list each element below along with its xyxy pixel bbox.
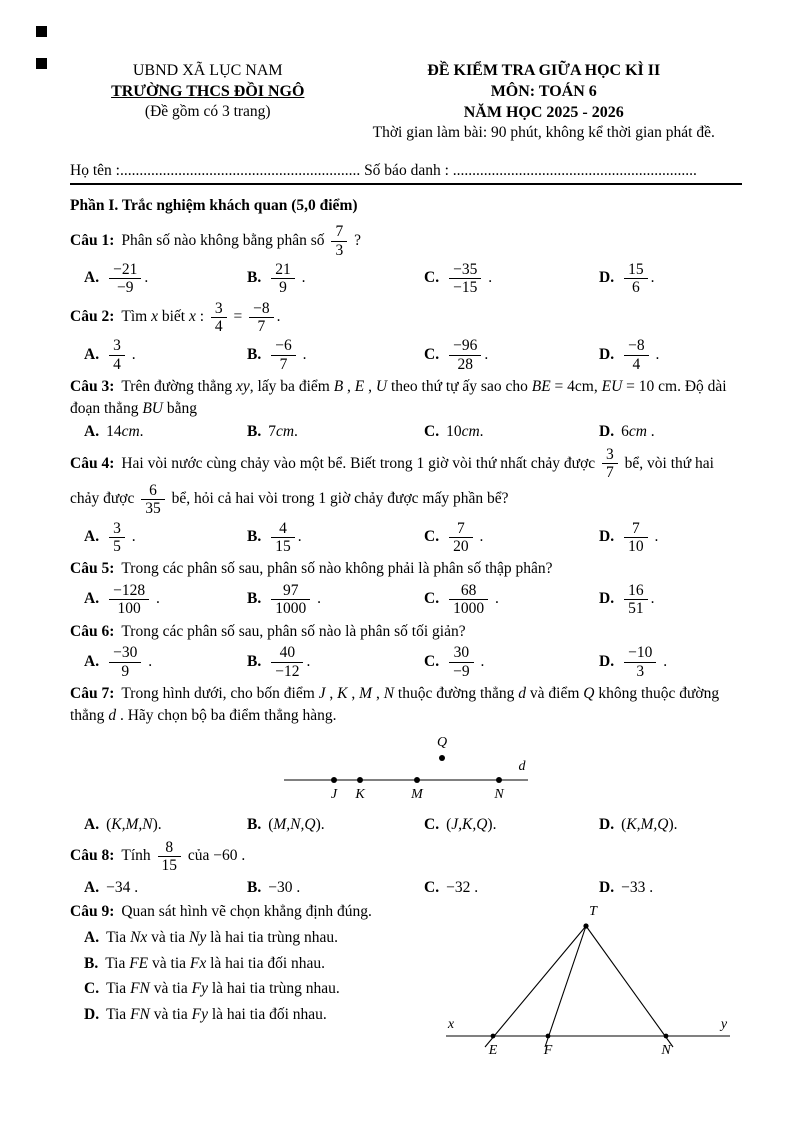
option-b xyxy=(247,582,424,618)
outside-point-label: Q xyxy=(436,735,448,751)
option-label: C. xyxy=(424,878,440,896)
option-text: (M,N,Q). xyxy=(268,816,325,834)
question-4 xyxy=(70,446,742,555)
math-variable: Nx xyxy=(130,928,148,946)
math-variable: BE xyxy=(531,378,551,396)
point-label: M xyxy=(411,787,423,803)
option-label: C. xyxy=(424,269,440,287)
header-right-block xyxy=(346,60,742,144)
option-text: $\frac{7}{10}$ . xyxy=(621,528,658,545)
option-label: B. xyxy=(247,269,262,287)
fraction: $\frac{6}{35}$ xyxy=(141,482,165,518)
option-text: $\frac{-6}{7}$ . xyxy=(268,346,306,363)
math-variable: U xyxy=(375,378,388,396)
fraction: $\frac{-6}{7}$ xyxy=(271,337,296,373)
option-text: (K,M,N). xyxy=(106,816,162,834)
option-label: A. xyxy=(84,345,100,363)
question-body xyxy=(70,683,742,726)
option-a xyxy=(84,814,247,836)
question-label: Câu 2: xyxy=(70,308,115,326)
fraction: $\frac{-8}{7}$ xyxy=(249,300,274,336)
option-label: A. xyxy=(84,527,100,545)
fraction: $\frac{-8}{4}$ xyxy=(624,337,649,373)
line-d-label: d xyxy=(518,759,526,775)
math-variable: Q xyxy=(583,685,595,703)
fraction: $\frac{-128}{100}$ xyxy=(109,582,149,618)
fraction: $\frac{21}{9}$ xyxy=(271,261,295,297)
option-text: (J,K,Q). xyxy=(446,816,497,834)
question-6 xyxy=(70,621,742,680)
fraction: $\frac{30}{-9}$ xyxy=(449,644,474,680)
fraction: $\frac{-21}{-9}$ xyxy=(109,261,141,297)
math-variable: K,M,Q xyxy=(626,816,669,834)
math-variable: B xyxy=(333,378,344,396)
math-variable: K,M,N xyxy=(111,816,153,834)
option-label: A. xyxy=(84,269,100,287)
student-info-line xyxy=(70,160,742,182)
math-variable: FN xyxy=(130,980,150,998)
question-text: Tính $\frac{8}{15}$ của −60 . xyxy=(121,838,246,875)
option-c xyxy=(424,261,599,297)
question-9 xyxy=(70,901,742,1059)
point-label: E xyxy=(488,1043,498,1059)
option-text: $\frac{-10}{3}$ . xyxy=(621,653,667,670)
option-text: Tia FN và tia Fy là hai tia đối nhau. xyxy=(106,1005,327,1023)
option-d xyxy=(599,877,742,899)
math-variable: M,N,Q xyxy=(273,816,316,834)
math-variable: J,K,Q xyxy=(451,816,488,834)
segment-TF xyxy=(545,926,586,1047)
question-text: Trong các phân số sau, phân số nào là phân số tối giản? xyxy=(121,622,466,640)
option-label: C. xyxy=(424,423,440,441)
math-variable: Fx xyxy=(189,954,207,972)
math-variable: x xyxy=(188,308,196,326)
math-variable: N xyxy=(383,685,395,703)
math-variable: xy xyxy=(235,378,250,396)
question-body xyxy=(70,300,742,336)
fraction: $\frac{4}{15}$ xyxy=(271,520,295,556)
divider-rule xyxy=(70,183,742,185)
option-label: A. xyxy=(84,928,100,946)
option-d xyxy=(599,520,742,556)
point-dot xyxy=(491,1034,496,1039)
options-row xyxy=(70,814,742,836)
question-body xyxy=(70,376,742,419)
option-text: $\frac{-96}{28}$ . xyxy=(446,346,488,363)
option-text: $\frac{68}{1000}$ . xyxy=(446,590,499,607)
question-body xyxy=(70,446,742,517)
math-variable: Fy xyxy=(191,1005,208,1023)
option-b xyxy=(247,261,424,297)
options-row xyxy=(70,520,742,556)
fraction: $\frac{15}{6}$ xyxy=(624,261,648,297)
option-text: −34 . xyxy=(106,878,139,896)
math-variable: K xyxy=(337,685,348,703)
option-text: Tia FN và tia Fy là hai tia trùng nhau. xyxy=(106,980,340,998)
option-text: $\frac{3}{4}$ . xyxy=(106,346,136,363)
option-text: 7cm. xyxy=(268,423,298,441)
option-text: $\frac{-21}{-9}$ . xyxy=(106,269,148,286)
option-text: $\frac{21}{9}$ . xyxy=(268,269,305,286)
option-b xyxy=(84,953,454,975)
option-label: C. xyxy=(424,590,440,608)
option-label: B. xyxy=(247,345,262,363)
fraction: $\frac{3}{5}$ xyxy=(109,520,125,556)
option-label: D. xyxy=(599,590,615,608)
option-label: D. xyxy=(599,423,615,441)
subject-title: MÔN: TOÁN 6 xyxy=(490,83,597,101)
corner-mark-top xyxy=(36,26,47,37)
math-variable: x xyxy=(151,308,158,326)
math-variable: BU xyxy=(142,399,163,417)
option-c xyxy=(424,337,599,373)
option-label: C. xyxy=(424,527,440,545)
school-name: TRƯỜNG THCS ĐỒI NGÔ xyxy=(111,83,305,101)
option-text: $\frac{30}{-9}$ . xyxy=(446,653,484,670)
point-label: K xyxy=(355,787,365,803)
option-label: B. xyxy=(247,816,262,834)
option-label: C. xyxy=(424,816,440,834)
options-row xyxy=(70,877,742,899)
rays-figure xyxy=(438,901,738,1061)
option-text: $\frac{3}{5}$ . xyxy=(106,528,136,545)
duration-note: Thời gian làm bài: 90 phút, không kể thời gian phát đề. xyxy=(372,124,715,142)
options-stack xyxy=(70,927,454,1026)
point-dot xyxy=(496,777,502,783)
option-text: $\frac{7}{20}$ . xyxy=(446,528,483,545)
question-text: Hai vòi nước cùng chảy vào một bể. Biết trong 1 giờ vòi thứ nhất chảy được $\frac{3}{7}$ bể, vòi thứ hai chảy được $\frac{6}{35}$ bể, hỏi cả hai vòi trong 1 giờ chảy được mấy phần bể? xyxy=(70,446,714,518)
option-text: −32 . xyxy=(446,878,479,896)
option-b xyxy=(247,877,424,899)
option-label: C. xyxy=(424,652,440,670)
option-label: B. xyxy=(247,423,262,441)
option-c xyxy=(84,978,454,1000)
page-count-note: (Đề gồm có 3 trang) xyxy=(144,103,271,121)
option-a xyxy=(84,337,247,373)
option-text: $\frac{40}{-12}$ . xyxy=(268,653,310,670)
option-c xyxy=(424,814,599,836)
fraction: $\frac{7}{3}$ xyxy=(331,223,347,259)
question-1 xyxy=(70,223,742,296)
math-variable: FN xyxy=(130,1005,150,1023)
option-b xyxy=(247,814,424,836)
question-7 xyxy=(70,683,742,836)
question-body xyxy=(70,621,742,643)
math-variable: Fy xyxy=(191,980,208,998)
question-text: Trong các phân số sau, phân số nào không phải là phân số thập phân? xyxy=(121,560,553,578)
option-b xyxy=(247,644,424,680)
option-d xyxy=(599,582,742,618)
math-variable: M xyxy=(359,685,373,703)
fraction: $\frac{3}{4}$ xyxy=(109,337,125,373)
option-text: $\frac{-8}{4}$ . xyxy=(621,346,659,363)
apex-label: T xyxy=(589,904,597,920)
point-label: N xyxy=(661,1043,671,1059)
question-3 xyxy=(70,376,742,443)
option-b xyxy=(247,337,424,373)
question-text: Phân số nào không bằng phân số $\frac{7}{3}$ ? xyxy=(121,223,361,259)
fraction: $\frac{97}{1000}$ xyxy=(271,582,310,618)
option-text: $\frac{97}{1000}$ . xyxy=(268,590,321,607)
fraction: $\frac{3}{4}$ xyxy=(211,300,227,336)
question-label: Câu 5: xyxy=(70,560,115,578)
fraction: $\frac{7}{10}$ xyxy=(624,520,648,556)
math-variable: d xyxy=(108,706,117,724)
corner-mark-bottom xyxy=(36,58,47,69)
school-year: NĂM HỌC 2025 - 2026 xyxy=(463,104,624,122)
option-label: D. xyxy=(84,1005,100,1023)
sbd-blank-dots: ............................................................... xyxy=(452,161,697,179)
segment-TN xyxy=(586,926,673,1047)
math-variable: d xyxy=(518,685,527,703)
fraction: $\frac{-30}{9}$ xyxy=(109,644,141,680)
question-8 xyxy=(70,839,742,898)
question-label: Câu 9: xyxy=(70,903,115,921)
part1-title: Phần I. Trắc nghiệm khách quan (5,0 điểm) xyxy=(70,197,358,215)
option-text: Tia Nx và tia Ny là hai tia trùng nhau. xyxy=(106,928,338,946)
option-text: 10cm. xyxy=(446,423,484,441)
option-text: −30 . xyxy=(268,878,301,896)
name-label: Họ tên : xyxy=(70,161,120,179)
option-a xyxy=(84,520,247,556)
issuer-name: UBND XÃ LỤC NAM xyxy=(132,62,283,79)
point-dot xyxy=(414,777,420,783)
question-label: Câu 1: xyxy=(70,231,115,249)
option-text: 14cm. xyxy=(106,423,144,441)
option-label: A. xyxy=(84,590,100,608)
outside-point-dot xyxy=(439,755,445,761)
option-label: A. xyxy=(84,878,100,896)
axis-left-label: x xyxy=(447,1017,455,1033)
question-label: Câu 7: xyxy=(70,685,115,703)
option-c xyxy=(424,582,599,618)
option-b xyxy=(247,421,424,443)
fraction: $\frac{-96}{28}$ xyxy=(449,337,481,373)
fraction: $\frac{-35}{-15}$ xyxy=(449,261,481,297)
name-blank-dots: .............................................................. xyxy=(119,161,361,179)
math-variable: Ny xyxy=(189,928,207,946)
option-d xyxy=(599,261,742,297)
option-text: $\frac{-128}{100}$ . xyxy=(106,590,160,607)
option-a xyxy=(84,261,247,297)
question-text: Quan sát hình vẽ chọn khẳng định đúng. xyxy=(121,903,372,921)
fraction: $\frac{-10}{3}$ xyxy=(624,644,656,680)
fraction: $\frac{8}{15}$ xyxy=(158,839,182,875)
option-text: $\frac{-35}{-15}$ . xyxy=(446,269,492,286)
option-label: A. xyxy=(84,652,100,670)
math-variable: E xyxy=(354,378,365,396)
options-row xyxy=(70,421,742,443)
question-body xyxy=(70,839,742,875)
figure-collinear-points xyxy=(70,732,742,813)
question-text: Trong hình dưới, cho bốn điểm J , K , M , N thuộc đường thẳng d và điểm Q không thuộc đường thẳng d . Hãy chọn bộ ba điểm thẳng hàng. xyxy=(70,685,720,724)
question-5 xyxy=(70,558,742,617)
math-variable: FE xyxy=(129,954,149,972)
option-label: A. xyxy=(84,423,100,441)
math-variable: cm xyxy=(121,423,140,441)
option-c xyxy=(424,644,599,680)
option-text: $\frac{16}{51}$ . xyxy=(621,590,654,607)
option-a xyxy=(84,877,247,899)
option-text: $\frac{15}{6}$ . xyxy=(621,269,654,286)
point-label: J xyxy=(330,787,338,803)
question-label: Câu 6: xyxy=(70,622,115,640)
fraction: $\frac{68}{1000}$ xyxy=(449,582,488,618)
option-text: Tia FE và tia Fx là hai tia đối nhau. xyxy=(105,954,326,972)
question-2 xyxy=(70,300,742,373)
exam-title: ĐỀ KIỂM TRA GIỮA HỌC KÌ II xyxy=(427,62,661,79)
option-text: (K,M,Q). xyxy=(621,816,678,834)
option-label: B. xyxy=(247,878,262,896)
options-row xyxy=(70,261,742,297)
option-label: B. xyxy=(247,652,262,670)
question-label: Câu 3: xyxy=(70,378,115,396)
options-row xyxy=(70,644,742,680)
question-body xyxy=(70,558,742,580)
math-variable: cm xyxy=(461,423,480,441)
option-label: A. xyxy=(84,816,100,834)
point-label: N xyxy=(494,787,504,803)
option-text: $\frac{-30}{9}$ . xyxy=(106,653,152,670)
option-text: 6cm . xyxy=(621,423,655,441)
option-a xyxy=(84,927,454,949)
option-d xyxy=(599,421,742,443)
fraction: $\frac{7}{20}$ xyxy=(449,520,473,556)
option-label: D. xyxy=(599,652,615,670)
question-text: Trên đường thẳng xy, lấy ba điểm B , E , U theo thứ tự ấy sao cho BE = 4cm, EU = 10 cm. Độ dài đoạn thẳng BU bằng xyxy=(70,378,727,417)
option-label: D. xyxy=(599,816,615,834)
option-label: C. xyxy=(84,980,100,998)
line-d-figure xyxy=(276,732,536,806)
question-label: Câu 8: xyxy=(70,847,115,865)
question-body xyxy=(70,223,742,259)
option-c xyxy=(424,421,599,443)
axis-right-label: y xyxy=(720,1017,728,1033)
option-b xyxy=(247,520,424,556)
option-label: D. xyxy=(599,269,615,287)
option-c xyxy=(424,520,599,556)
option-label: B. xyxy=(247,590,262,608)
option-label: D. xyxy=(599,345,615,363)
option-text: $\frac{4}{15}$ . xyxy=(268,528,301,545)
point-label: F xyxy=(543,1043,553,1059)
option-label: D. xyxy=(599,878,615,896)
point-dot xyxy=(331,777,337,783)
point-dot xyxy=(357,777,363,783)
options-row xyxy=(70,337,742,373)
apex-dot xyxy=(583,924,588,929)
math-variable: EU xyxy=(601,378,623,396)
question-text: Tìm x biết x : $\frac{3}{4}$ = $\frac{-8}{7}$ . xyxy=(121,299,281,335)
option-label: B. xyxy=(84,954,99,972)
sbd-label: Số báo danh : xyxy=(360,161,453,179)
point-dot xyxy=(546,1034,551,1039)
option-c xyxy=(424,877,599,899)
question-label: Câu 4: xyxy=(70,454,115,472)
option-d xyxy=(599,814,742,836)
fraction: $\frac{40}{-12}$ xyxy=(271,644,303,680)
fraction: $\frac{3}{7}$ xyxy=(602,446,618,482)
option-d xyxy=(84,1004,454,1026)
fraction: $\frac{16}{51}$ xyxy=(624,582,648,618)
option-a xyxy=(84,644,247,680)
segment-TE xyxy=(485,926,586,1047)
math-variable: cm xyxy=(628,423,647,441)
option-a xyxy=(84,582,247,618)
option-d xyxy=(599,644,742,680)
option-label: D. xyxy=(599,527,615,545)
document-header xyxy=(70,60,742,144)
option-label: B. xyxy=(247,527,262,545)
point-dot xyxy=(664,1034,669,1039)
math-variable: J xyxy=(318,685,326,703)
header-left-block xyxy=(70,60,346,144)
option-text: −33 . xyxy=(621,878,654,896)
math-variable: cm xyxy=(275,423,295,441)
option-label: C. xyxy=(424,345,440,363)
option-a xyxy=(84,421,247,443)
options-row xyxy=(70,582,742,618)
option-d xyxy=(599,337,742,373)
